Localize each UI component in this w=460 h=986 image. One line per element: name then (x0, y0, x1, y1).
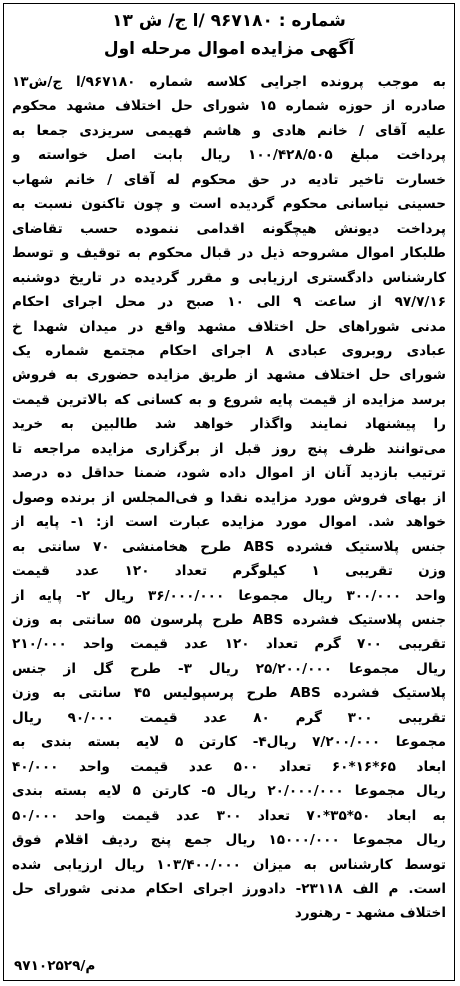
notice-line: جنس پلاستیک فشرده ABS طرح هخامنشی ۷۰ سانتی به (12, 538, 446, 555)
notice-line: مدنی شوراهای حل اختلاف مشهد واقع در میدان شهدا خ (12, 318, 446, 335)
notice-line: از بهای فروش مورد مزایده نقدا و فی‌المجلس از برنده وصول (12, 489, 446, 506)
notice-line: به موجب پرونده اجرایی کلاسه شماره ۹۶۷۱۸۰/ا ج/ش۱۳ (12, 74, 446, 90)
notice-line: جنس پلاستیک فشرده ABS طرح پلرسون ۵۵ سانتی به وزن (12, 611, 446, 628)
notice-title: آگهی مزایده اموال مرحله اول (103, 39, 355, 59)
notice-line: ابعاد ۶۵*۱۶*۶۰ تعداد ۵۰۰ عدد قیمت واحد ۴۰/۰۰۰ (12, 758, 447, 775)
notice-line: ریال مجموعا ۲۵/۲۰۰/۰۰۰ ریال ۳- طرح گل از جنس (12, 660, 446, 677)
notice-line: ترتیب بازدید آنان از اموال داده شود، ضمنا حداقل ده درصد (12, 465, 446, 482)
notice-line: علیه آقای / خانم هادی و هاشم فهیمی سریزدی جمعا به (12, 122, 446, 139)
notice-line: واحد ۳۰۰/۰۰۰ ریال مجموعا ۳۶/۰۰۰/۰۰۰ ریال ۲- پایه از (12, 587, 446, 604)
notice-line: را پیشنهاد نمایند واگذار خواهد شد طالبین به خرید (12, 416, 446, 433)
notice-line: وزن تقریبی ۱ کیلوگرم تعداد ۱۲۰ عدد قیمت (12, 563, 446, 580)
notice-line: حسینی نیاسانی محکوم گردیده است و چون تاکنون نسبت به (12, 196, 446, 213)
notice-line: پرداخت مبلغ ۱۰۰/۴۲۸/۵۰۵ ریال بابت اصل خواسته و (12, 147, 446, 164)
notice-line: به ابعاد ۵۰*۳۵*۷۰ تعداد ۳۰۰ عدد قیمت واحد ۵۰/۰۰۰ (12, 807, 446, 824)
notice-line: خواهد شد. اموال مورد مزایده عبارت است از: ۱- پایه از (12, 514, 446, 531)
notice-line: پرداخت دیونش هیچگونه اقدامی ننموده حسب تقاضای (12, 220, 446, 237)
notice-line: مجموعا ۷/۲۰۰/۰۰۰ ریال۴- کارتن ۵ لایه بسته بندی به (12, 734, 446, 751)
notice-line: برسد مزایده از قیمت پایه شروع و به کسانی که بالاترین قیمت (12, 391, 446, 408)
notice-line: صادره از حوزه شماره ۱۵ شورای حل اختلاف مشهد محکوم (12, 98, 446, 115)
notice-line: می‌توانند ظرف پنج روز قبل از برگزاری مزایده مراجعه تا (12, 440, 446, 457)
notice-line: پلاستیک فشرده ABS طرح پرسپولیس ۴۵ سانتی به وزن (12, 685, 447, 702)
notice-line: کارشناس دادگستری ارزیابی و مقرر گردیده در تاریخ دوشنبه (12, 269, 446, 286)
notice-line: طلبکار اموال مشروحه ذیل در قبال محکوم به توقیف و توسط (12, 245, 446, 262)
notice-line: تقریبی ۷۰۰ گرم تعداد ۱۲۰ عدد قیمت واحد ۲۱۰/۰۰۰ (12, 636, 446, 653)
notice-body (12, 70, 446, 926)
notice-code: ۹۷۱۰۲۵۲۹/م (14, 958, 96, 974)
notice-line: عبادی روبروی عبادی ۸ اجرای احکام مجتمع شماره یک (12, 342, 446, 359)
notice-header (4, 4, 454, 62)
notice-number: شماره : ۹۶۷۱۸۰ /ا ج/ ش ۱۳ (112, 11, 346, 31)
notice-line: ریال مجموعا ۲۰/۰۰۰/۰۰۰ ریال ۵- کارتن ۵ لایه بسته بندی (12, 783, 446, 800)
notice-line: شورای حل اختلاف مشهد از طریق مزایده حضوری به فروش (12, 367, 446, 384)
notice-line: توسط کارشناس به میزان ۱۰۳/۴۰۰/۰۰۰ ریال ارزیابی شده (12, 856, 446, 873)
auction-notice (3, 3, 455, 981)
notice-line: اختلاف مشهد - رهنورد (294, 905, 446, 922)
notice-line: ۹۷/۷/۱۶ از ساعت ۹ الی ۱۰ صبح در محل اجرای احکام (12, 294, 446, 311)
notice-line: تقریبی ۳۰۰ گرم ۸۰ عدد قیمت ۹۰/۰۰۰ ریال (12, 709, 447, 726)
notice-line: خسارت تاخیر تادیه در حق محکوم له آقای / خانم شهاب (12, 171, 446, 188)
notice-line: است. م الف ۲۳۱۱۸- دادورز اجرای احکام مدنی شورای حل (12, 880, 446, 897)
notice-line: ریال مجموعا ۱۵۰۰۰/۰۰۰ ریال جمع پنج ردیف اقلام فوق (12, 832, 446, 849)
